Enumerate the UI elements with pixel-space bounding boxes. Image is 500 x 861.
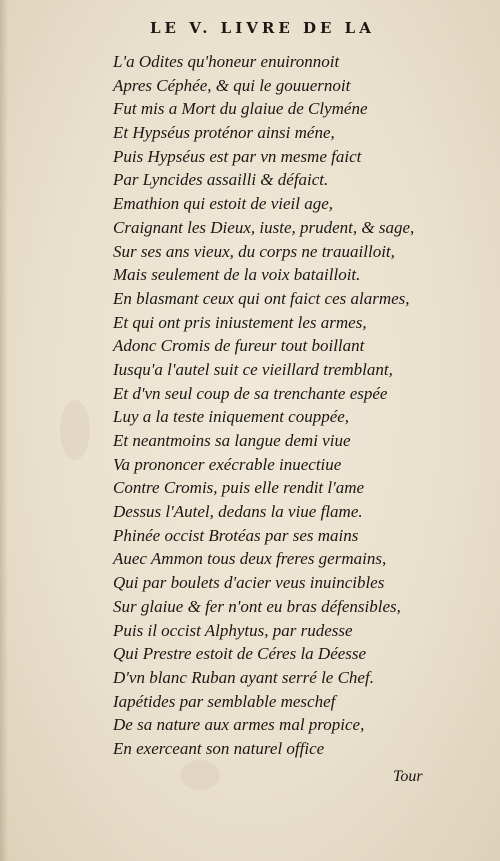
verse-line: Qui par boulets d'acier veus inuincibles [113,573,385,593]
verse-line: Sur glaiue & fer n'ont eu bras défensibles, [113,596,401,616]
verse-list [113,50,485,761]
verse-line: Puis Hypséus est par vn mesme faict [113,146,362,166]
page-edge-shadow [0,0,8,861]
verse-line: Emathion qui estoit de vieil age, [113,194,334,214]
verse-line: En exerceant son naturel office [113,738,325,758]
verse-line: Qui Prestre estoit de Céres la Déesse [113,644,367,664]
verse-line: Adonc Cromis de fureur tout boillant [113,336,365,356]
verse-line: Et d'vn seul coup de sa trenchante espée [113,383,388,403]
verse-line: Iapétides par semblable meschef [113,691,336,711]
verse-line: Phinée occist Brotéas par ses mains [113,525,359,545]
running-head: LE V. LIVRE DE LA [150,19,375,37]
paper-stain [60,400,90,460]
catchword: Tour [393,768,423,785]
paper-stain [180,760,220,790]
verse-line: Mais seulement de la voix batailloit. [113,265,361,285]
verse-line: Va prononcer exécrable inuectiue [113,454,342,474]
verse-line: Craignant les Dieux, iuste, prudent, & sage, [113,217,415,237]
verse-line: Et qui ont pris iniustement les armes, [113,312,367,332]
verse-line: Fut mis a Mort du glaiue de Clyméne [113,99,368,119]
verse-line: Puis il occist Alphytus, par rudesse [113,620,353,640]
verse-line: D'vn blanc Ruban ayant serré le Chef. [113,667,374,687]
verse-line: L'a Odites qu'honeur enuironnoit [113,52,340,71]
verse-line: Luy a la teste iniquement couppée, [113,407,350,427]
verse-line: Dessus l'Autel, dedans la viue flame. [113,502,363,522]
verse-line: Iusqu'a l'autel suit ce vieillard tremblant, [113,359,393,379]
verse-line: Sur ses ans vieux, du corps ne trauailloit, [113,241,395,261]
verse-line: Et neantmoins sa langue demi viue [113,431,351,450]
verse-line: En blasmant ceux qui ont faict ces alarmes, [113,288,410,308]
verse-line: Par Lyncides assailli & défaict. [113,170,329,190]
verse-line: Auec Ammon tous deux freres germains, [113,549,387,569]
verse-line: Contre Cromis, puis elle rendit l'ame [113,478,365,498]
verse-line: Et Hypséus proténor ainsi méne, [113,123,335,143]
verse-line: Apres Céphée, & qui le gouuernoit [113,75,351,95]
verse-line: De sa nature aux armes mal propice, [113,715,365,735]
